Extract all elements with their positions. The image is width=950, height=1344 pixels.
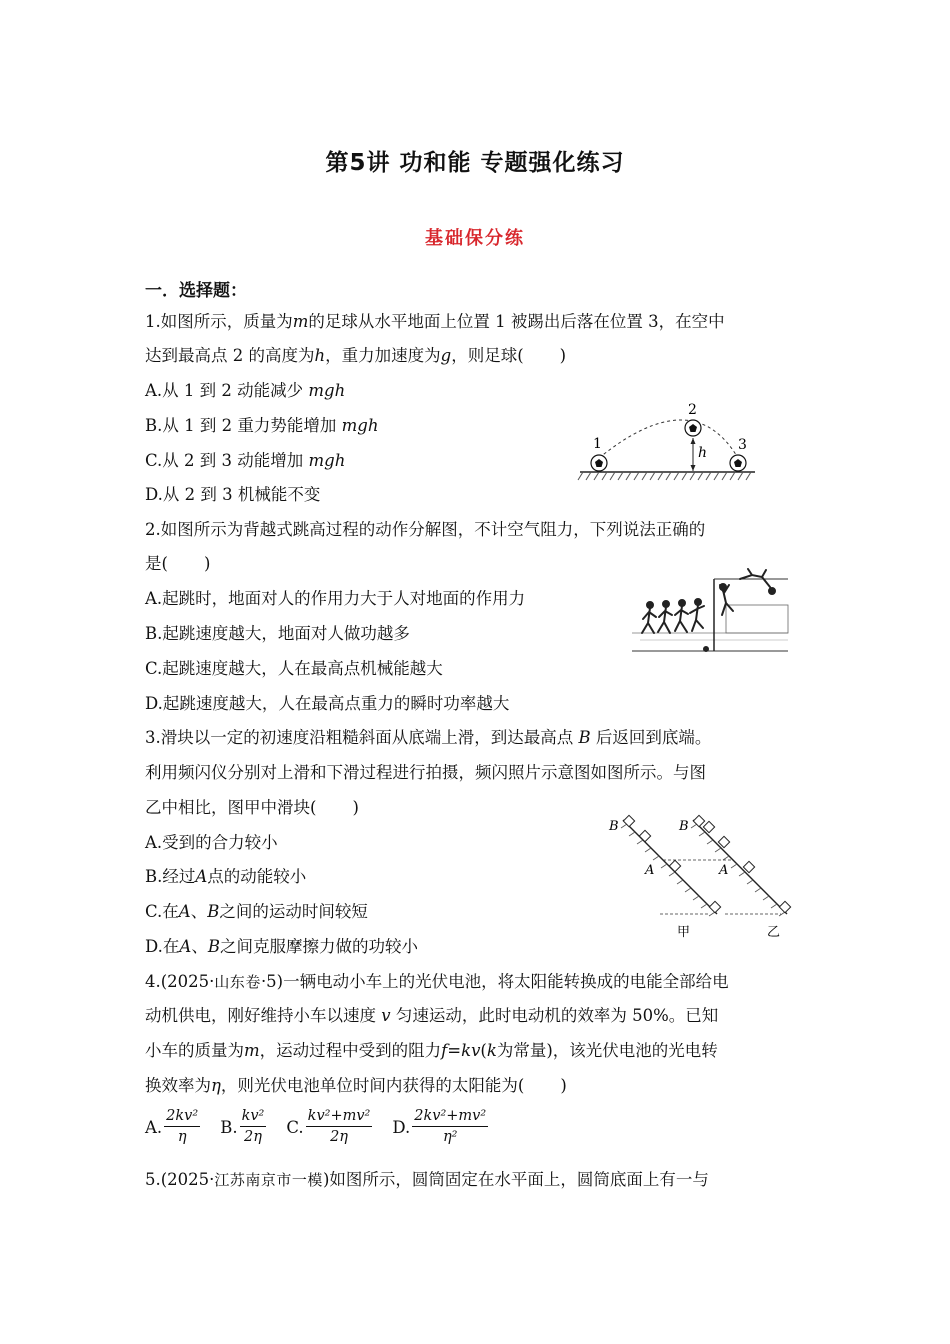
fig-label: A: [645, 863, 655, 878]
q2-figure: [630, 565, 790, 657]
q4-options: [145, 1108, 508, 1146]
q2-stem-line2: 是( ): [145, 554, 211, 573]
q2-option-d: D.起跳速度越大，人在最高点重力的瞬时功率越大: [145, 694, 510, 713]
fig-label: h: [698, 445, 708, 461]
q4-stem-line3: 小车的质量为m，运动过程中受到的阻力f=kv(k为常量)，该光伏电池的光电转: [145, 1041, 718, 1060]
q1-stem-line2: 达到最高点 2 的高度为h，重力加速度为g，则足球( ): [145, 346, 567, 365]
q3-figure: [605, 810, 800, 940]
q4-stem-line1: 4.(2025·山东卷·5)一辆电动小车上的光伏电池，将太阳能转换成的电能全部给电: [145, 972, 729, 991]
fig-label: 3: [738, 437, 747, 453]
q4-option-b: B. $\frac{\text{kv²}}{2\eta}$: [220, 1108, 265, 1145]
q1-option-a: A.从 1 到 2 动能减少 mgh: [145, 381, 346, 400]
fig-label: 2: [688, 402, 697, 418]
fig-label: B: [679, 819, 689, 834]
fig-label: B: [609, 819, 619, 834]
q3-option-c: C.在A、B之间的运动时间较短: [145, 902, 368, 921]
q1-stem-line1: 1.如图所示，质量为m的足球从水平地面上位置 1 被踢出后落在位置 3，在空中: [145, 312, 725, 331]
q1-option-c: C.从 2 到 3 动能增加 mgh: [145, 451, 346, 470]
q2-stem-line1: 2.如图所示为背越式跳高过程的动作分解图，不计空气阻力，下列说法正确的: [145, 520, 706, 539]
ball-icon: [591, 455, 607, 471]
q2-option-b: B.起跳速度越大，地面对人做功越多: [145, 624, 410, 643]
q3-stem-line2: 利用频闪仪分别对上滑和下滑过程进行拍摄，频闪照片示意图如图所示。与图: [145, 763, 706, 782]
q4-stem-line2: 动机供电，刚好维持小车以速度 v 匀速运动，此时电动机的效率为 50%。已知: [145, 1006, 719, 1025]
q1-option-d: D.从 2 到 3 机械能不变: [145, 485, 321, 504]
q3-option-d: D.在A、B之间克服摩擦力做的功较小: [145, 937, 418, 956]
q3-stem-line3: 乙中相比，图甲中滑块( ): [145, 798, 359, 817]
section-subtitle: 基础保分练: [425, 228, 525, 249]
ball-icon: [730, 455, 746, 471]
q3-option-b: B.经过A点的动能较小: [145, 867, 307, 886]
q1-figure: [575, 400, 760, 485]
q2-option-c: C.起跳速度越大，人在最高点机械能越大: [145, 659, 443, 678]
ball-icon: [685, 420, 701, 436]
q2-option-a: A.起跳时，地面对人的作用力大于人对地面的作用力: [145, 589, 526, 608]
q5-stem-line1: 5.(2025·江苏南京市一模)如图所示，圆筒固定在水平面上，圆筒底面上有一与: [145, 1170, 709, 1189]
page-title: 第5讲 功和能 专题强化练习: [325, 150, 625, 176]
fig-label: 甲: [677, 925, 691, 940]
fig-label: 乙: [767, 925, 781, 940]
fig-label: 1: [593, 436, 602, 452]
q3-stem-line1: 3.滑块以一定的初速度沿粗糙斜面从底端上滑，到达最高点 B 后返回到底端。: [145, 728, 712, 747]
q4-stem-line4: 换效率为η，则光伏电池单位时间内获得的太阳能为( ): [145, 1076, 567, 1095]
q3-option-a: A.受到的合力较小: [145, 833, 278, 852]
fig-label: A: [719, 863, 729, 878]
section-heading: 一．选择题：: [145, 281, 247, 301]
q4-option-c: C. $\frac{\text{kv²+mv²}}{2\eta}$: [286, 1108, 371, 1145]
q4-option-d: D. $\frac{\text{2kv²+mv²}}{\text{η²}}$: [392, 1108, 487, 1145]
q1-option-b: B.从 1 到 2 重力势能增加 mgh: [145, 416, 379, 435]
q4-option-a: A. $\frac{\text{2kv²}}{\eta}$: [145, 1108, 199, 1145]
